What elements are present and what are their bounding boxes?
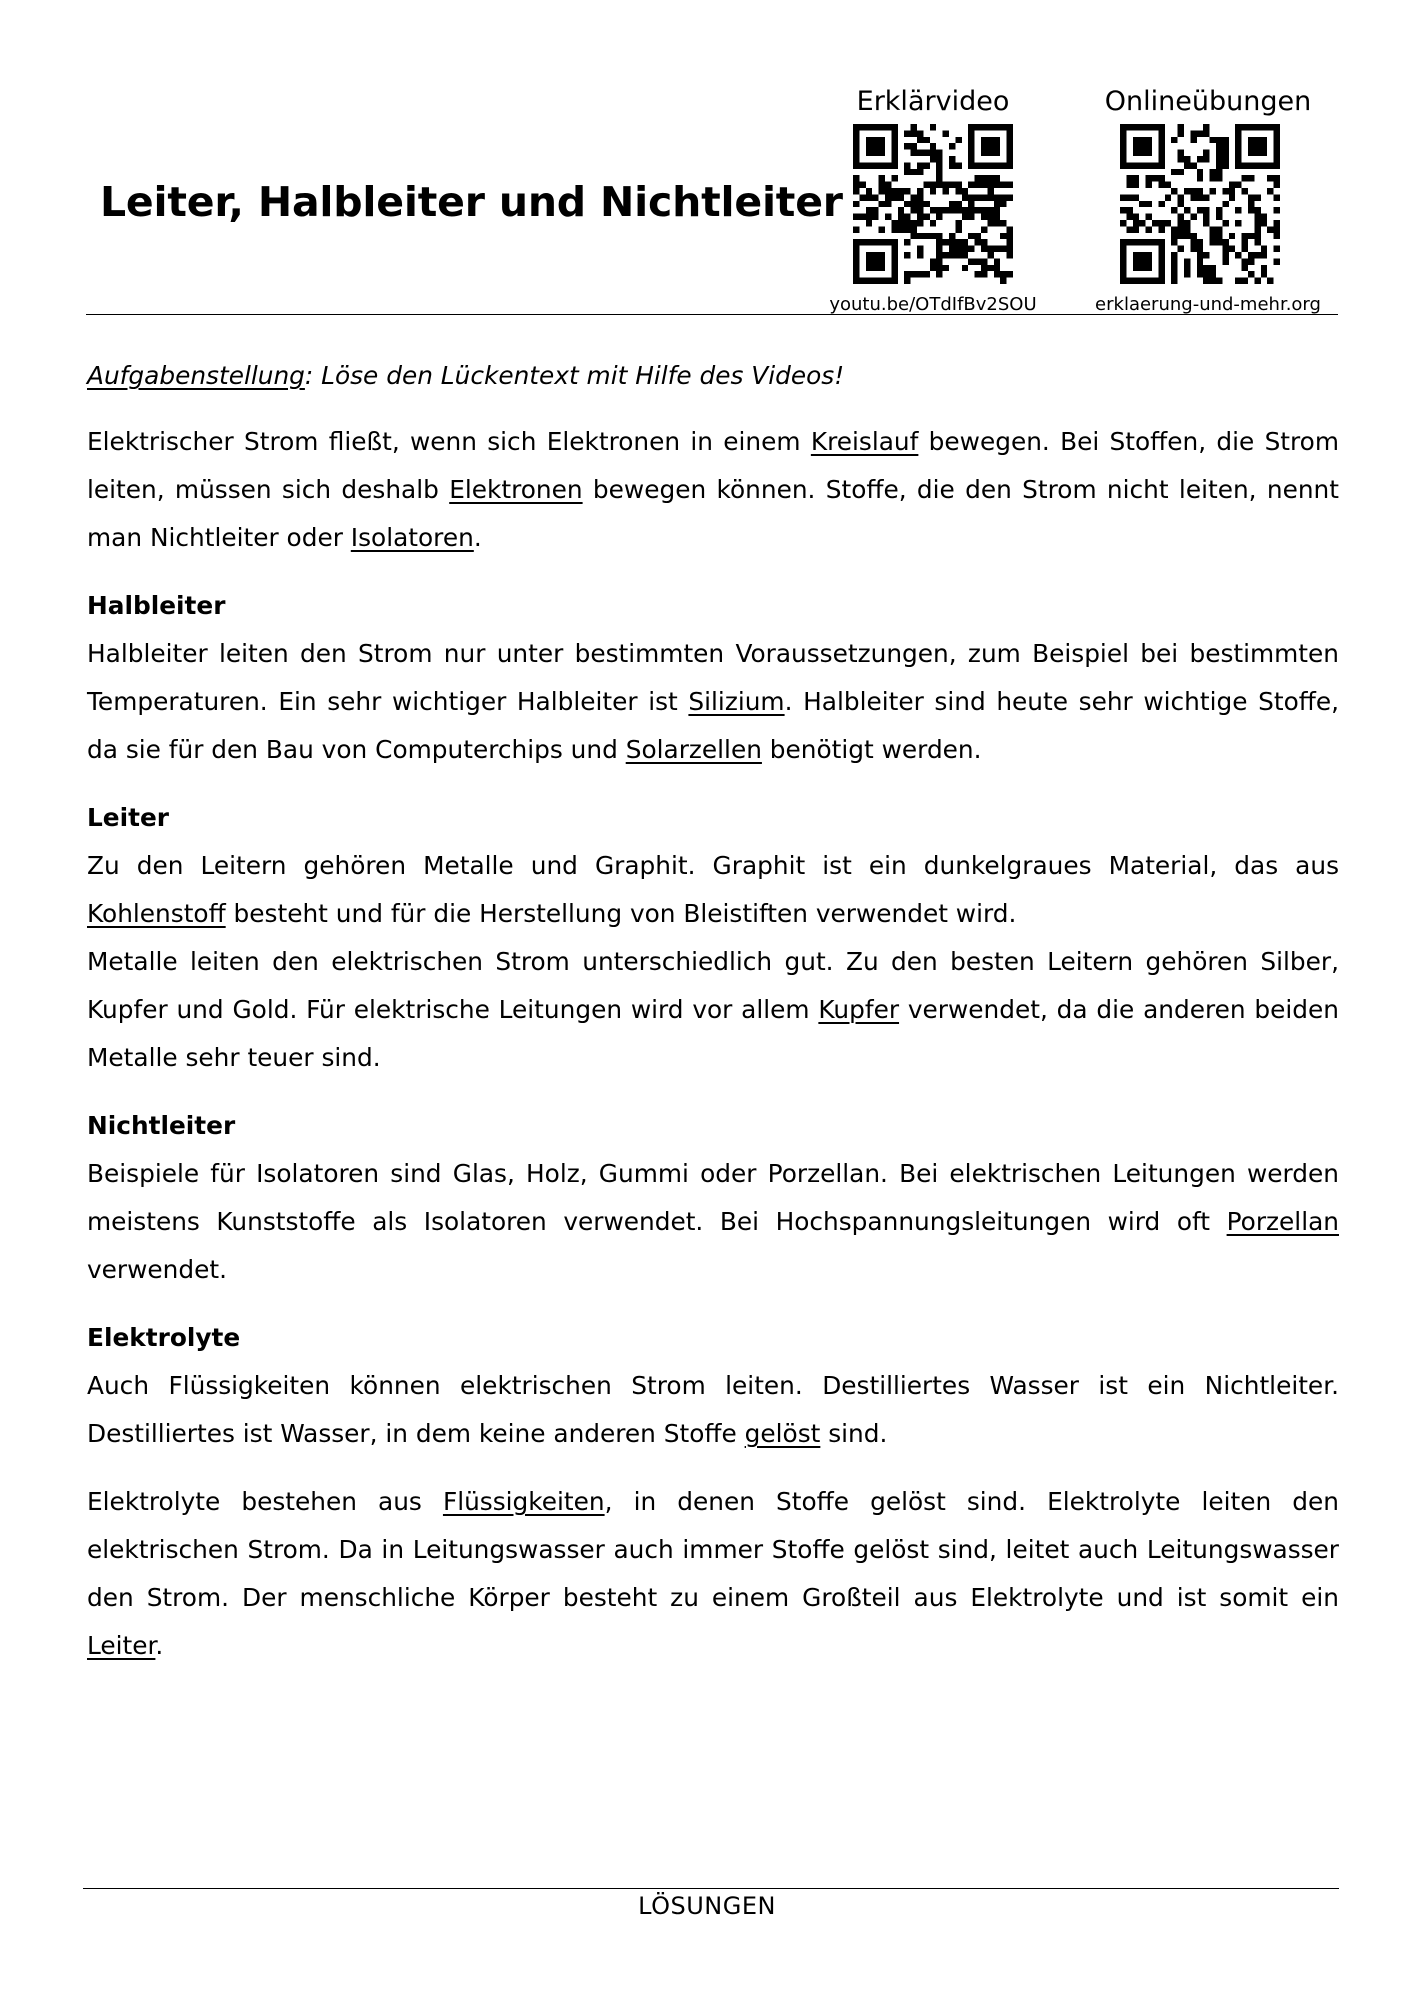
task-instruction: Aufgabenstellung: Löse den Lückentext mit Hilfe des Videos!: [87, 361, 845, 390]
answer-porzellan: Porzellan: [1226, 1207, 1339, 1236]
heading-elektrolyte: Elektrolyte: [87, 1323, 241, 1352]
heading-halbleiter: Halbleiter: [87, 591, 226, 620]
footer-label: LÖSUNGEN: [638, 1892, 776, 1920]
answer-kupfer: Kupfer: [818, 995, 900, 1024]
heading-leiter: Leiter: [87, 803, 170, 832]
elektrolyte-paragraph-1: Auch Flüssigkeiten können elektrischen Strom leiten. Destilliertes Wasser ist ein Nichtleiter. Destilliertes ist Wasser, in dem keine anderen Stoffe gelöst sind.: [87, 1371, 1339, 1448]
footer-divider: [83, 1888, 1339, 1889]
intro-paragraph: Elektrischer Strom fließt, wenn sich Elektronen in einem Kreislauf bewegen. Bei Stoffen, die Strom leiten, müssen sich deshalb Elektronen bewegen können. Stoffe, die den Strom nicht leiten, nennt man Nichtleiter oder Isolatoren.: [87, 427, 1340, 552]
answer-fluessigkeiten: Flüssigkeiten: [442, 1487, 605, 1516]
header-divider: [86, 314, 1338, 315]
heading-nichtleiter: Nichtleiter: [87, 1111, 236, 1140]
leiter-paragraph-1: Zu den Leitern gehören Metalle und Graphit. Graphit ist ein dunkelgraues Material, das aus Kohlenstoff besteht und für die Herstellung von Bleistiften verwendet wird.: [87, 851, 1339, 928]
elektrolyte-paragraph-2: Elektrolyte bestehen aus Flüssigkeiten, in denen Stoffe gelöst sind. Elektrolyte leiten den elektrischen Strom. Da in Leitungswasser auch immer Stoffe gelöst sind, leitet auch Leitungswasser den Strom. Der menschliche Körper besteht zu einem Großteil aus Elektrolyte und ist somit ein Leiter.: [87, 1487, 1339, 1660]
page-title: Leiter, Halbleiter und Nichtleiter: [100, 178, 843, 226]
answer-leiter: Leiter: [87, 1631, 156, 1660]
answer-elektronen: Elektronen: [449, 475, 583, 504]
qr-code-video[interactable]: [853, 124, 1013, 284]
answer-isolatoren: Isolatoren: [350, 523, 474, 552]
qr-code-exercises[interactable]: [1120, 124, 1280, 284]
qr-url-exercises[interactable]: erklaerung-und-mehr.org: [1095, 294, 1321, 315]
worksheet-body: [87, 352, 1339, 1670]
answer-silizium: Silizium: [688, 687, 785, 716]
leiter-paragraph-2: Metalle leiten den elektrischen Strom unterschiedlich gut. Zu den besten Leitern gehören Silber, Kupfer und Gold. Für elektrische Leitungen wird vor allem Kupfer verwendet, da die anderen beiden Metalle sehr teuer sind.: [87, 947, 1339, 1072]
answer-kreislauf: Kreislauf: [810, 427, 919, 456]
task-text: Löse den Lückentext mit Hilfe des Videos!: [321, 361, 845, 390]
qr-label-video: Erklärvideo: [856, 86, 1010, 117]
answer-kohlenstoff: Kohlenstoff: [87, 899, 226, 928]
task-label: Aufgabenstellung: [87, 361, 305, 390]
answer-geloest: gelöst: [744, 1419, 821, 1448]
qr-label-exercises: Onlineübungen: [1104, 86, 1312, 117]
halbleiter-paragraph: Halbleiter leiten den Strom nur unter bestimmten Voraussetzungen, zum Beispiel bei bestimmten Temperaturen. Ein sehr wichtiger Halbleiter ist Silizium. Halbleiter sind heute sehr wichtige Stoffe, da sie für den Bau von Computerchips und Solarzellen benötigt werden.: [87, 639, 1339, 764]
nichtleiter-paragraph: Beispiele für Isolatoren sind Glas, Holz, Gummi oder Porzellan. Bei elektrischen Leitungen werden meistens Kunststoffe als Isolatoren verwendet. Bei Hochspannungsleitungen wird oft Porzellan verwendet.: [87, 1159, 1339, 1284]
answer-solarzellen: Solarzellen: [625, 735, 762, 764]
qr-url-video[interactable]: youtu.be/OTdIfBv2SOU: [829, 294, 1037, 315]
